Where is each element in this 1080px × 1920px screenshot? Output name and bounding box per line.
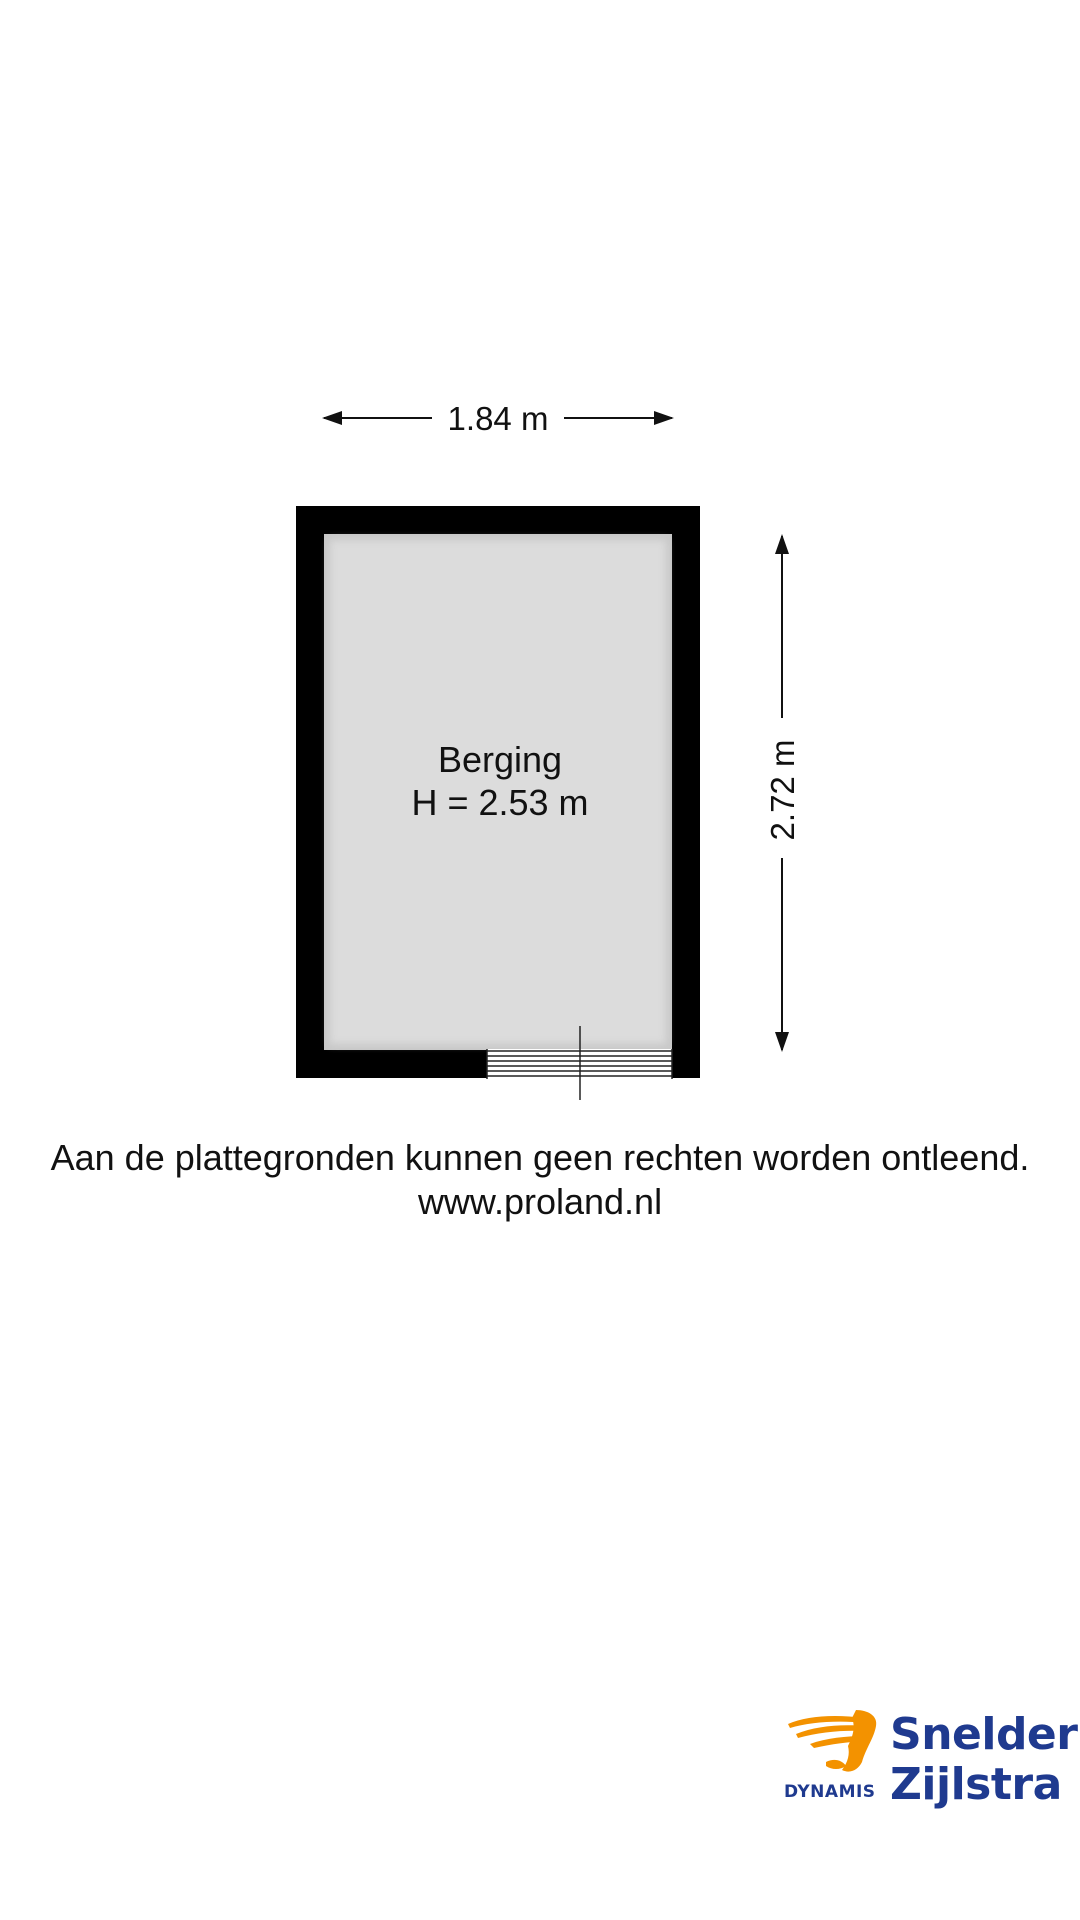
disclaimer-text: Aan de plattegronden kunnen geen rechten worden ontleend.	[50, 1137, 1030, 1178]
brand-line1: Snelder	[890, 1709, 1078, 1760]
width-dimension	[322, 400, 674, 437]
room-height: H = 2.53 m	[411, 782, 589, 823]
brand-logo	[784, 1702, 1078, 1812]
brand-line2: Zijlstra	[890, 1759, 1062, 1810]
brand-sub: DYNAMIS	[784, 1782, 876, 1802]
website-link[interactable]: www.proland.nl	[417, 1181, 663, 1222]
room-name: Berging	[437, 739, 563, 780]
width-label: 1.84 m	[447, 400, 549, 437]
brand-name	[890, 1710, 1077, 1810]
horse-head-icon	[786, 1704, 882, 1778]
disclaimer	[0, 1136, 1080, 1224]
depth-dimension	[764, 534, 801, 1052]
depth-label: 2.72 m	[764, 739, 801, 841]
